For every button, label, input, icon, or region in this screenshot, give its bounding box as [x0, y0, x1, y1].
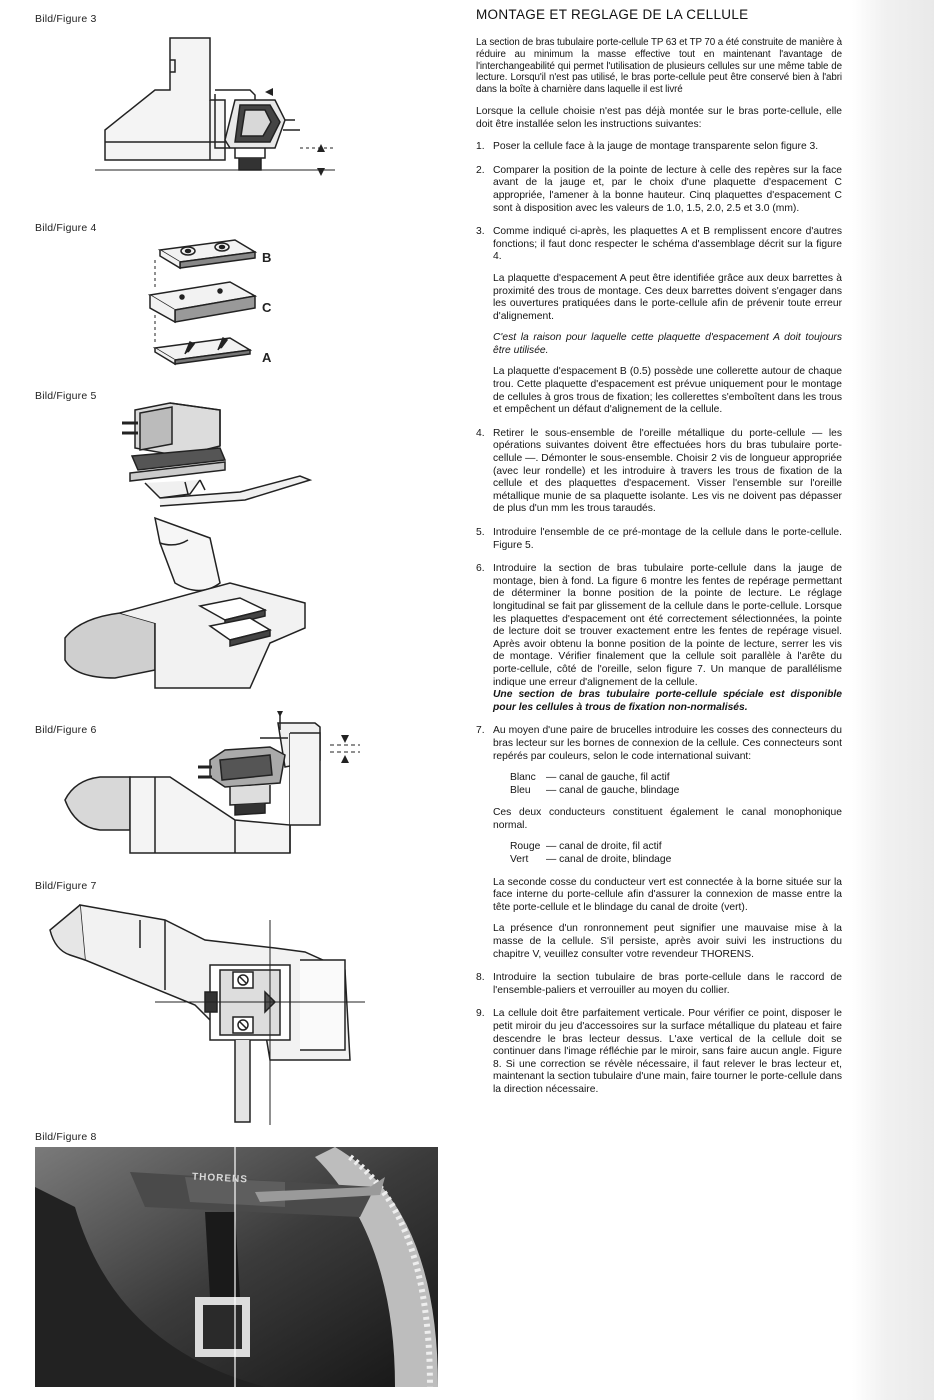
figure-6-drawing [60, 705, 370, 865]
step-number: 7. [476, 725, 485, 737]
figure-5-label: Bild/Figure 5 [35, 390, 97, 402]
figure-6-label: Bild/Figure 6 [35, 724, 97, 736]
step-1 [476, 141, 842, 154]
figure-3-label: Bild/Figure 3 [35, 13, 97, 25]
step-3 [476, 226, 842, 417]
step-text: Comme indiqué ci-après, les plaquettes A et B remplissent encore d'autres fonctions; il faut donc respecter le schéma d'assemblage décrit sur la figure 4. [493, 226, 842, 263]
step-3-spacer-b-paragraph: La plaquette d'espacement B (0.5) possède une collerette autour de chaque trou. Cette plaquette d'espacement est prévue uniquement pour le montage de cellules à gros trous de fixation; les collerettes s'emboîtent dans les trous et empêchent un défaut d'alignement de la cellule. [493, 366, 842, 416]
step-number: 1. [476, 141, 485, 153]
wire-color: Rouge [510, 841, 541, 853]
figure-4-label: Bild/Figure 4 [35, 222, 97, 234]
step-7 [476, 725, 842, 961]
step-number: 4. [476, 427, 485, 439]
thorens-logo-text: THORENS [191, 1171, 249, 1186]
step-9 [476, 1008, 842, 1096]
step-3-spacer-a-paragraph: La plaquette d'espacement A peut être identifiée grâce aux deux barrettes à proximité des trous de montage. Ces deux barrettes doivent s'engager dans les ouvertures pratiquées dans le porte-cellule afin de prévenir toute erreur d'alignement. [493, 272, 842, 322]
page-edge-shade [852, 0, 934, 1400]
step-6 [476, 563, 842, 714]
figure-3-drawing [95, 30, 335, 190]
mono-channel-note: Ces deux conducteurs constituent également le canal monophonique normal. [493, 807, 842, 831]
step-8 [476, 972, 842, 997]
wire-code-row [493, 772, 842, 785]
step-number: 3. [476, 226, 485, 238]
step-number: 5. [476, 527, 485, 539]
ground-connection-paragraph: La seconde cosse du conducteur vert est connectée à la borne située sur la face interne du porte-cellule afin d'assurer la connexion de masse entre la tête porte-cellule et le blindage du canal de droite (vert). [493, 876, 842, 913]
wire-description: — canal de droite, blindage [546, 854, 672, 866]
lead-paragraph: Lorsque la cellule choisie n'est pas déjà montée sur le bras porte-cellule, elle doit être installée selon les instructions suivantes: [476, 105, 842, 130]
figure-5-drawing [60, 398, 330, 693]
step-number: 6. [476, 563, 485, 575]
figure-8-photo [35, 1147, 438, 1387]
wire-color: Blanc [510, 772, 536, 784]
wire-color: Bleu [510, 784, 531, 796]
figure-4-drawing [140, 230, 300, 380]
step-text: La cellule doit être parfaitement verticale. Pour vérifier ce point, disposer le petit miroir du jeu d'accessoires sur la surface métallique du plateau et faire descendre le bras lecteur dessus. L'axe vertical de la cellule doit se continuer dans l'image réfléchie par le miroir, sans faire aucun angle. Figure 8. Si une correction se révèle nécessaire, il faut relever le bras lecteur et, maintenant la section tubulaire d'une main, faire tourner le porte-cellule dans la direction nécessaire. [493, 1008, 842, 1095]
hum-note-paragraph: La présence d'un ronronnement peut signifier une mauvaise mise à la masse de la cellule. S'il persiste, après avoir suivi les instructions du chapitre V, veuillez consulter votre revendeur THORENS. [493, 923, 842, 960]
step-5 [476, 527, 842, 552]
step-text: Introduire l'ensemble de ce pré-montage de la cellule dans le porte-cellule. Figure 5. [493, 527, 842, 551]
figure-8-label: Bild/Figure 8 [35, 1131, 97, 1143]
step-6-bold-note: Une section de bras tubulaire porte-cellule spéciale est disponible pour les cellules à trous de fixation non-normalisés. [493, 689, 842, 713]
wire-code-row [493, 854, 842, 867]
figure-7-drawing [45, 900, 375, 1125]
spacer-letter-a: A [262, 350, 272, 365]
step-text: Comparer la position de la pointe de lecture à celle des repères sur la face avant de la jauge et, par le choix d'une plaquette d'espacement C appropriée, l'amener à la bonne hauteur. Cinq plaquettes d'espacement C sont à disposition avec les valeurs de 1.0, 1.5, 2.0, 2.5 et 3.0 (mm). [493, 164, 842, 214]
spacer-letter-b: B [262, 250, 272, 265]
step-2 [476, 165, 842, 215]
wire-code-row [493, 841, 842, 854]
wire-code-row [493, 785, 842, 798]
page-title: MONTAGE ET REGLAGE DE LA CELLULE [476, 7, 749, 22]
step-number: 2. [476, 164, 485, 176]
wire-color: Vert [510, 854, 529, 866]
step-4 [476, 428, 842, 516]
wire-description: — canal de droite, fil actif [546, 841, 662, 853]
step-number: 9. [476, 1008, 485, 1020]
instructions-column [476, 37, 842, 1108]
step-3-italic-note: C'est la raison pour laquelle cette plaquette d'espacement A doit toujours être utilisée. [493, 332, 842, 356]
step-text: Introduire la section de bras tubulaire porte-cellule dans la jauge de montage, bien à fond. La figure 6 montre les fentes de repérage permettant de déterminer la bonne position de la pointe de lecture. Le réglage longitudinal se fait par glissement de la cellule dans le porte-cellule. Lorsque les plaquettes d'espacement ont été correctement sélectionnées, la pointe de lecture doit se trouver exactement entre les fentes de repérage visuel. Après avoir obtenu la bonne position de la pointe de lecture, serrer les vis de montage. Vérifier finalement que la cellule soit parallèle à l'arête du porte-cellule, côté de l'oreille, selon figure 7. Un manque de parallélisme indique une erreur d'alignement de la cellule. [493, 563, 842, 688]
wire-description: — canal de gauche, blindage [546, 784, 680, 796]
step-text: Au moyen d'une paire de brucelles introduire les cosses des connecteurs du bras lecteur sur les bornes de connexion de la cellule. Ces connecteurs sont repérés par couleurs, selon le code international suivant: [493, 725, 842, 762]
wire-description: — canal de gauche, fil actif [546, 772, 670, 784]
spacer-letter-c: C [262, 300, 272, 315]
intro-paragraph: La section de bras tubulaire porte-cellule TP 63 et TP 70 a été construite de manière à réduire au minimum la masse effective tout en maintenant l'avantage de l'interchangeabilité qui permet l'utilisation de plusieurs cellules sur une même table de lecture. Lorsqu'il n'est pas utilisé, le bras porte-cellule peut être conservé bien à l'abri dans la boîte à charnière dans laquelle il est livré [476, 37, 842, 96]
figure-7-label: Bild/Figure 7 [35, 880, 97, 892]
step-text: Introduire la section tubulaire de bras porte-cellule dans le raccord de l'ensemble-paliers et verrouiller au moyen du collier. [493, 972, 842, 996]
step-text: Poser la cellule face à la jauge de montage transparente selon figure 3. [493, 141, 819, 153]
step-number: 8. [476, 972, 485, 984]
step-text: Retirer le sous-ensemble de l'oreille métallique du porte-cellule — les opérations suivantes doivent être effectuées hors du bras tubulaire porte-cellule —. Démonter le sous-ensemble. Choisir 2 vis de longueur appropriée (avec leur rondelle) et les introduire à travers les trous de fixation de la cellule et des plaquettes d'espacement. Visser l'ensemble sur l'oreille métallique munie de sa plaquette isolante. Les vis ne doivent pas dépasser de plus d'un mm les trous taraudés. [493, 427, 842, 515]
